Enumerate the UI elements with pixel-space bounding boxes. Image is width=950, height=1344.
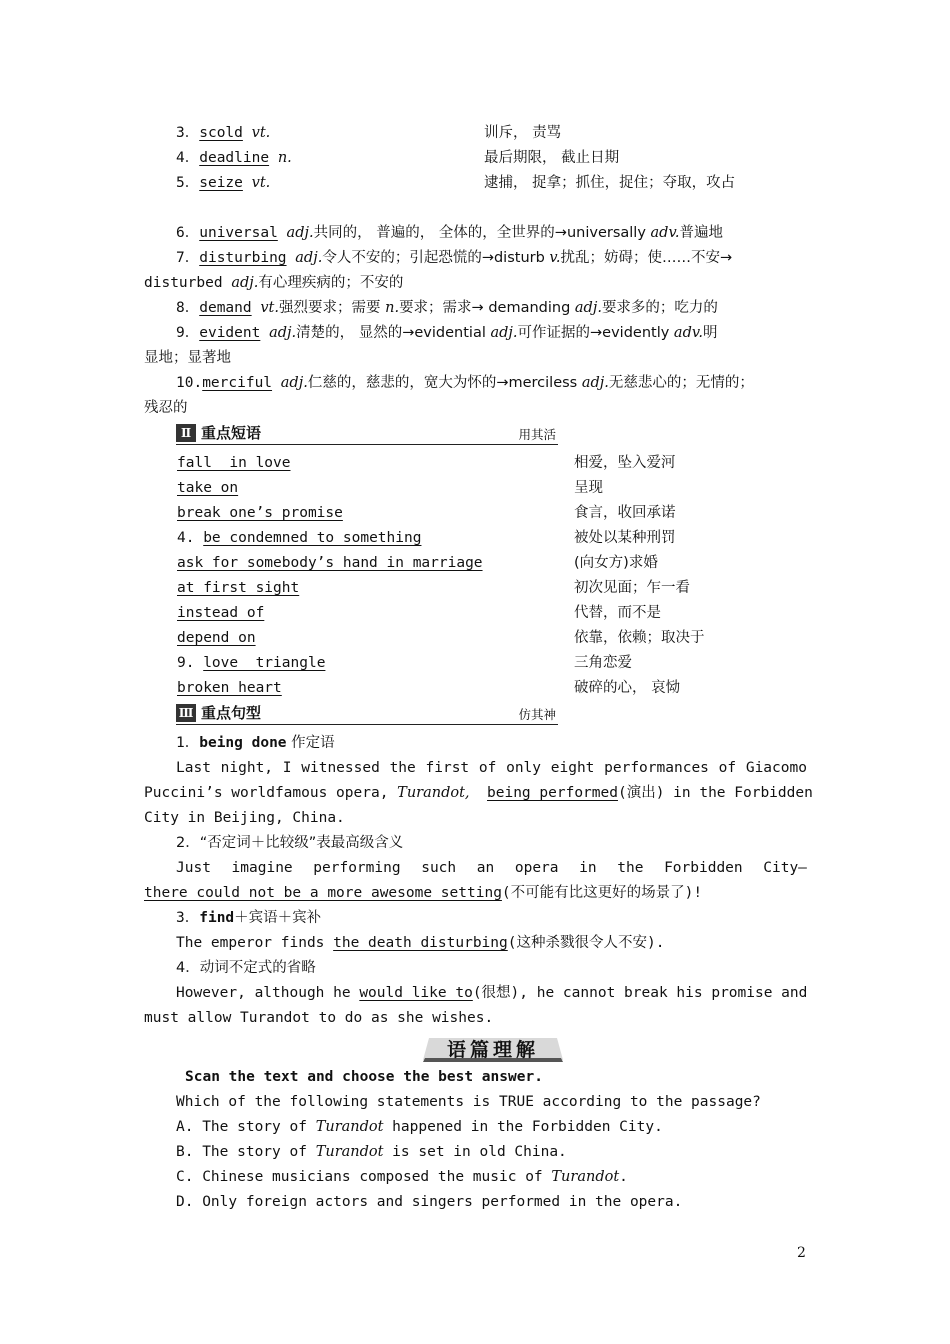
definition: 要求多的；吃力的	[601, 300, 718, 316]
sentence-text: (很想), he cannot break his promise and	[472, 985, 808, 1001]
phrase-item	[177, 676, 840, 701]
opera-title: Turandot,	[397, 785, 470, 801]
phrase-text: love triangle	[203, 655, 326, 671]
word: first	[425, 760, 470, 776]
pattern-1-heading	[176, 731, 839, 756]
page-number: 2	[797, 1245, 806, 1261]
option-d: D. Only foreign actors and singers performed in the opera.	[176, 1194, 683, 1210]
sentence-text: The emperor finds	[176, 935, 334, 951]
part-of-speech: adv.	[650, 225, 680, 241]
part-of-speech: adj.	[280, 375, 308, 391]
definition: 共同的， 普遍的， 全体的，全世界的→universally	[313, 225, 651, 241]
option-text: happened in the Forbidden City.	[383, 1119, 663, 1135]
deriv-item-7-cont	[144, 271, 807, 296]
pattern-4-line-1	[176, 981, 807, 1006]
pattern-desc: 作定语	[286, 735, 335, 751]
word: only	[506, 760, 542, 776]
part-of-speech: vt.	[251, 125, 271, 141]
definition: 可作证据的→evidently	[517, 325, 674, 341]
item-number: 8．	[176, 300, 200, 316]
vocab-meaning: 逮捕， 捉拿；抓住，捉住；夺取，攻占	[484, 175, 736, 191]
sentence-text: Puccini’s worldfamous opera,	[144, 785, 398, 801]
item-number: 4．	[176, 150, 200, 166]
phrase-meaning: 破碎的心， 哀恸	[574, 680, 681, 696]
phrase-text: at first sight	[177, 580, 300, 596]
word: night,	[220, 760, 274, 776]
part-of-speech: v.	[549, 250, 561, 266]
reading-instruction: Scan the text and choose the best answer.	[185, 1069, 543, 1085]
part-of-speech: adj.	[581, 375, 609, 391]
derived-word: disturbed	[144, 275, 232, 291]
part-of-speech: vt.	[260, 300, 279, 316]
phrase-meaning: 相爱，坠入爱河	[574, 455, 676, 471]
phrase-item	[177, 576, 840, 601]
sentence-text: (这种杀戮很令人不安).	[507, 935, 665, 951]
reading-question: Which of the following statements is TRUE according to the passage?	[176, 1094, 761, 1110]
sentence-text: However, although he	[176, 985, 360, 1001]
pattern-1-line-2	[144, 781, 813, 806]
section-number: Ⅱ	[176, 424, 196, 442]
definition: 扰乱；妨碍；使……不安→	[560, 250, 733, 266]
item-number: 9．	[176, 325, 200, 341]
vocab-word: merciful	[202, 375, 273, 391]
section-header-sentences	[176, 704, 558, 725]
definition: 明	[702, 325, 718, 341]
deriv-item-9-cont: 显地；显著地	[144, 350, 231, 366]
deriv-item-10-cont: 残忍的	[144, 400, 188, 416]
word: Just	[176, 860, 211, 876]
phrase-item	[177, 526, 840, 551]
phrase-meaning: 呈现	[574, 480, 603, 496]
vocab-word: disturbing	[199, 250, 287, 266]
phrase-text: fall in love	[177, 455, 291, 471]
pattern-keyword: being done	[199, 735, 287, 751]
item-number: 4.	[177, 530, 204, 546]
word: City—	[763, 860, 807, 876]
phrase-text: ask for somebody’s hand in marriage	[177, 555, 483, 571]
item-number: 3．	[176, 910, 200, 926]
definition: 清楚的， 显然的→evidential	[296, 325, 491, 341]
vocab-word: deadline	[199, 150, 270, 166]
deriv-item-7	[176, 246, 839, 271]
highlighted-phrase: the death disturbing	[333, 935, 508, 951]
definition: 有心理疾病的；不安的	[258, 275, 404, 291]
item-number: 1．	[176, 735, 200, 751]
phrase-item	[177, 501, 840, 526]
vocab-word: evident	[199, 325, 261, 341]
pattern-3-heading	[176, 906, 839, 931]
vocab-meaning: 最后期限， 截止日期	[484, 150, 620, 166]
definition: 令人不安的；引起恐慌的→disturb	[322, 250, 550, 266]
option-c	[176, 1165, 839, 1190]
word: imagine	[231, 860, 293, 876]
word: such	[421, 860, 457, 876]
section-tag: 用其活	[518, 427, 556, 442]
sentence-text: (演出) in the Forbidden	[617, 785, 813, 801]
opera-title: Turandot	[551, 1169, 620, 1185]
part-of-speech: n.	[277, 150, 292, 166]
section-banner	[423, 1034, 563, 1064]
phrase-item	[177, 601, 840, 626]
part-of-speech: adv.	[673, 325, 703, 341]
word: performances	[604, 760, 709, 776]
option-text: C. Chinese musicians composed the music of	[176, 1169, 552, 1185]
phrase-item	[177, 551, 840, 576]
definition: 仁慈的，慈悲的，宽大为怀的→merciless	[307, 375, 582, 391]
highlighted-phrase: being performed	[487, 785, 618, 801]
item-number: 6．	[176, 225, 200, 241]
option-b	[176, 1140, 839, 1165]
pattern-1-line-1	[176, 756, 807, 781]
part-of-speech: adj.	[295, 250, 323, 266]
deriv-item-8	[176, 296, 839, 321]
definition: 普遍地	[679, 225, 724, 241]
section-number: Ⅲ	[176, 704, 196, 722]
phrase-item	[177, 476, 840, 501]
phrase-text: depend on	[177, 630, 256, 646]
banner-title: 语篇理解	[446, 1039, 539, 1061]
pattern-2-line-2	[144, 881, 807, 906]
item-number: 7．	[176, 250, 200, 266]
item-number: 9.	[177, 655, 204, 671]
definition: 无慈悲心的；无情的；	[608, 375, 754, 391]
definition: 要求；需求→ demanding	[399, 300, 575, 316]
word: performing	[313, 860, 401, 876]
word: the	[617, 860, 644, 876]
item-number: 3．	[176, 125, 200, 141]
part-of-speech: adj.	[490, 325, 518, 341]
phrase-text: break one’s promise	[177, 505, 343, 521]
part-of-speech: n.	[385, 300, 400, 316]
item-number: 5．	[176, 175, 200, 191]
section-title: 重点短语	[201, 424, 262, 442]
word: Giacomo	[745, 760, 807, 776]
phrase-meaning: 初次见面；乍一看	[574, 580, 690, 596]
phrase-meaning: 三角恋爱	[574, 655, 632, 671]
vocab-meaning: 训斥， 责骂	[484, 125, 562, 141]
word: I	[282, 760, 292, 776]
part-of-speech: adj.	[231, 275, 259, 291]
phrase-meaning: (向女方)求婚	[574, 555, 658, 571]
part-of-speech: adj.	[574, 300, 602, 316]
highlighted-phrase: would like to	[359, 985, 473, 1001]
pattern-1-line-3: City in Beijing, China.	[144, 810, 345, 826]
option-text: A. The story of	[176, 1119, 316, 1135]
section-title: 重点句型	[201, 704, 262, 722]
word: opera	[514, 860, 559, 876]
pattern-3-line-1	[176, 931, 839, 956]
phrase-meaning: 依靠，依赖；取决于	[574, 630, 705, 646]
definition: 强烈要求；需要	[279, 300, 386, 316]
deriv-item-9	[176, 321, 839, 346]
part-of-speech: adj.	[269, 325, 297, 341]
pattern-2-heading: 2．“否定词＋比较级”表最高级含义	[176, 835, 404, 851]
section-tag: 仿其神	[518, 707, 556, 722]
part-of-speech: adj.	[286, 225, 314, 241]
highlighted-phrase: there could not be a more awesome setting	[144, 885, 502, 901]
pattern-keyword: find	[199, 910, 235, 926]
word: the	[389, 760, 416, 776]
pattern-desc: ＋宾语＋宾补	[234, 910, 322, 926]
pattern-2-line-1	[176, 856, 807, 881]
item-number: 10.	[176, 375, 203, 391]
vocab-word: demand	[199, 300, 252, 316]
pattern-4-heading: 4．动词不定式的省略	[176, 960, 316, 976]
phrase-item	[177, 451, 840, 476]
opera-title: Turandot	[315, 1144, 384, 1160]
deriv-item-6	[176, 221, 839, 246]
word: Last	[176, 760, 211, 776]
option-text: is set in old China.	[383, 1144, 567, 1160]
sentence-text: (不可能有比这更好的场景了)!	[501, 885, 703, 901]
vocab-word: universal	[199, 225, 278, 241]
option-text: .	[619, 1169, 628, 1185]
vocab-word: seize	[199, 175, 243, 191]
opera-title: Turandot	[315, 1119, 384, 1135]
phrase-text: broken heart	[177, 680, 282, 696]
phrase-item	[177, 626, 840, 651]
phrase-text: instead of	[177, 605, 265, 621]
word: witnessed	[301, 760, 380, 776]
vocab-word: scold	[199, 125, 243, 141]
word: Forbidden	[664, 860, 743, 876]
word: in	[579, 860, 597, 876]
word: of	[478, 760, 497, 776]
phrase-meaning: 代替，而不是	[574, 605, 661, 621]
part-of-speech: vt.	[251, 175, 271, 191]
phrase-item	[177, 651, 840, 676]
pattern-4-line-2: must allow Turandot to do as she wishes.	[144, 1010, 494, 1026]
phrase-meaning: 食言，收回承诺	[574, 505, 676, 521]
word: eight	[550, 760, 595, 776]
option-text: B. The story of	[176, 1144, 316, 1160]
word: of	[718, 760, 737, 776]
option-a	[176, 1115, 839, 1140]
word: an	[476, 860, 495, 876]
deriv-item-10	[176, 371, 839, 396]
phrase-text: take on	[177, 480, 239, 496]
phrase-meaning: 被处以某种刑罚	[574, 530, 676, 546]
section-header-phrases	[176, 424, 558, 445]
phrase-text: be condemned to something	[203, 530, 422, 546]
